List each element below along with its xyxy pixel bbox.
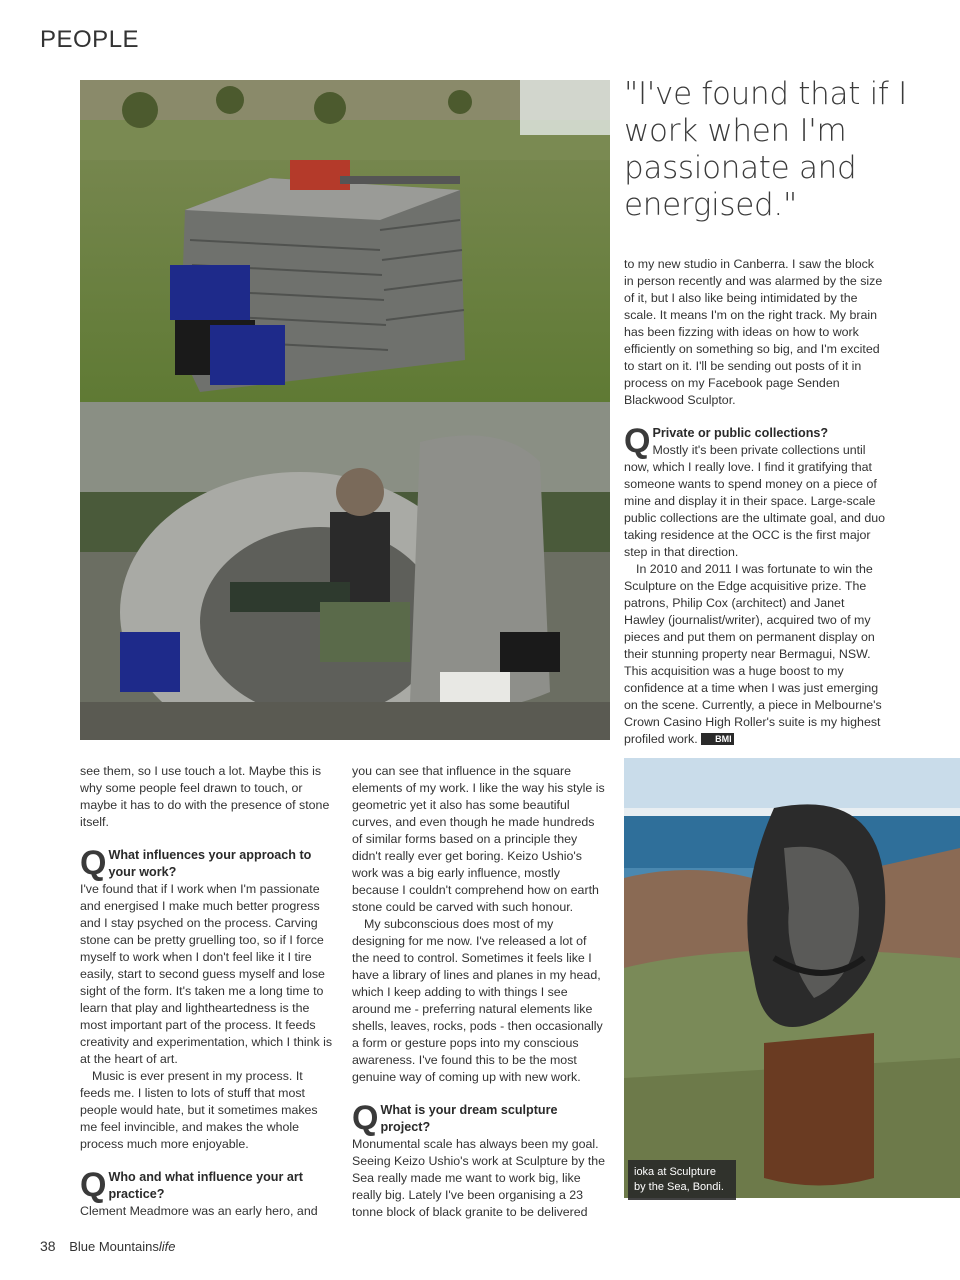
question-heading: What influences your approach to your work? (108, 848, 312, 879)
question-who-influences (80, 1166, 336, 1220)
section-label: PEOPLE (40, 26, 140, 53)
photo-caption: ioka at Sculpture by the Sea, Bondi. (628, 1160, 736, 1200)
magazine-name-italic: life (158, 1239, 176, 1254)
question-heading: Who and what influence your art practice? (108, 1170, 303, 1201)
left-column (80, 763, 336, 1220)
sculpture-by-the-sea-photo (624, 758, 960, 1198)
middle-intro: you can see that influence in the square elements of my work. I like the way his style is geometric yet it also has some beautiful curves, and even though he made hundreds of similar forms based on a principle they didn't really ever get boring. Keizo Ushio's work was a big early influence, mostly because I couldn't comprehend how on earth stone could be carved with such honour. (352, 764, 605, 914)
middle-paragraph-2: My subconscious does most of my designing for me now. I've released a lot of the need to control. Sometimes it feels like I have a library of lines and planes in my head, which I keep adding to with things I see around me - preferring natural elements like shells, leaves, rocks, pods - then occasionally a form or gesture pops into my conscious awareness. I've found this to be the most genuine way of coming up with new work. (352, 917, 603, 1084)
right-intro: to my new studio in Canberra. I saw the block in person recently and was alarmed by the size of it, but I also like being intimidated by the scale. It means I'm on the right track. My brain has been fizzing with ideas on how to work efficiently on something so big, and I'm excited to start on it. I'll be sending out posts of it in process on my Facebook page Senden Blackwood Sculptor. (624, 257, 883, 407)
right-column (624, 256, 886, 748)
left-intro: see them, so I use touch a lot. Maybe this is why some people feel drawn to touch, or maybe it has to do with the presence of stone itself. (80, 764, 330, 829)
right-paragraph-2: In 2010 and 2011 I was fortunate to win the Sculpture on the Edge acquisitive prize. The patrons, Philip Cox (architect) and Janet Hawley (journalist/writer), acquired two of my pieces and put them on permanent display on their stunning property near Bermagui, NSW. This acquisition was a huge boost to my confidence at a time when I was just emerging on the scene. Currently, a piece in Melbourne's Crown Casino High Roller's suite is my highest profiled work. (624, 562, 882, 746)
pull-quote: "I've found that if I work when I'm passionate and energised." (624, 76, 907, 223)
middle-column (352, 763, 606, 1221)
answer-text: I've found that if I work when I'm passionate and energised I make much better progress and I stay psyched on the process. Carving stone can be pretty gruelling too, so if I force myself to work when I don't feel like it I tire easily, start to second guess myself and lose sight of the form. It's taken me a long time to learn that play and lightheartedness is the most important part of the process. It feeds creativity and experimentation, which I think is at the heart of art. (80, 882, 333, 1066)
answer-text: Monumental scale has always been my goal. Seeing Keizo Ushio's work at Sculpture by the Sea really made me want to work big, like really big. Lately I've been organising a 23 tonne block of black granite to be delivered (352, 1137, 606, 1219)
end-mark: BMl (701, 733, 734, 745)
question-heading: Private or public collections? (652, 426, 829, 440)
answer-text: Mostly it's been private collections until now, which I really love. I find it gratifying that someone wants to spend money on a piece of mine and display it in their space. Large-scale public collections are the ultimate goal, and duo taking residence at the OCC is the first major step in that direction. (624, 443, 886, 559)
sculptor-carving-photo (80, 402, 610, 740)
q-drop-letter: Q (80, 1166, 107, 1204)
question-dream-project (352, 1099, 606, 1221)
q-drop-letter: Q (624, 422, 651, 460)
page-footer (40, 1238, 175, 1254)
left-paragraph-2: Music is ever present in my process. It feeds me. I listen to lots of stuff that most people would hate, but it sometimes makes me feel invincible, and makes the whole process much more enjoyable. (80, 1069, 318, 1151)
page-number: 38 (40, 1238, 56, 1254)
question-influences-approach (80, 844, 336, 1068)
question-private-public (624, 422, 886, 561)
question-heading: What is your dream sculpture project? (380, 1103, 558, 1134)
stone-block-chainsaw-photo (80, 80, 610, 402)
q-drop-letter: Q (352, 1099, 379, 1137)
magazine-name: Blue Mountains (69, 1239, 159, 1254)
answer-text: Clement Meadmore was an early hero, and (80, 1204, 318, 1218)
q-drop-letter: Q (80, 844, 107, 882)
